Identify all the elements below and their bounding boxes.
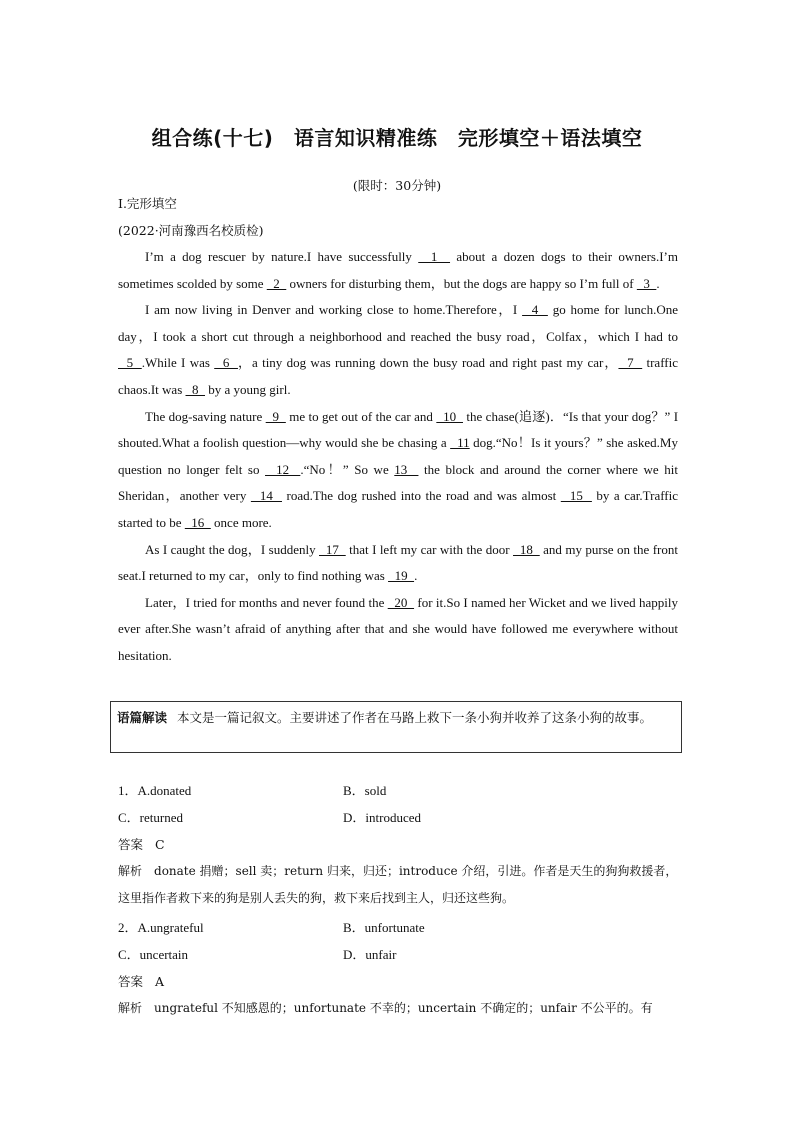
option-b: B．sold <box>343 783 387 798</box>
passage-text: .While I was <box>141 355 215 371</box>
option-c: C．uncertain <box>118 947 189 962</box>
blank-11: 11 <box>450 435 470 451</box>
explanation-label: 解析 <box>118 864 143 878</box>
blank-2: 2 <box>266 275 287 291</box>
blank-12: 12 <box>265 461 301 477</box>
option-d: D．introduced <box>343 810 421 825</box>
blank-6: 6 <box>214 355 238 371</box>
passage-text: road.The dog rushed into the road and was almost <box>281 488 561 504</box>
passage-text: that I left my car with the door <box>345 541 514 557</box>
passage-text: about a dozen dogs to their owners.I’m sometimes scolded by some <box>118 249 678 291</box>
option-a: 2．A.ungrateful <box>118 920 204 935</box>
blank-18: 18 <box>513 541 540 557</box>
passage-text: I am now living in Denver and working close to home.Therefore，I <box>145 302 523 318</box>
passage-text: for it.So I named her Wicket and we lived happily ever after.She wasn’t afraid of anything after that and she would have followed me everywhere without hesitation. <box>118 594 679 663</box>
passage-text: by a young girl. <box>205 381 291 397</box>
cloze-passage <box>118 244 678 670</box>
source-note: (2022·河南豫西名校质检) <box>118 223 264 238</box>
answer-value: A <box>155 974 165 989</box>
passage-text: . <box>414 568 418 584</box>
blank-3: 3 <box>636 275 657 291</box>
passage-paragraph-4 <box>118 537 678 590</box>
passage-text: dog.“No！Is it yours？” she asked.My question no longer felt so <box>118 435 678 477</box>
passage-text: The dog-saving nature <box>145 408 266 424</box>
blank-20: 20 <box>387 594 415 610</box>
answer-value: C <box>155 837 165 852</box>
option-c: C．returned <box>118 810 183 825</box>
option-d: D．unfair <box>343 947 397 962</box>
blank-19: 19 <box>388 568 415 584</box>
passage-text: go home for lunch.One day，I took a short cut through a neighborhood and reached the busy road，Colfax，which I had to <box>118 302 678 344</box>
explanation-text: ungrateful 不知感恩的；unfortunate 不幸的；uncertain 不确定的；unfair 不公平的。有 <box>154 1001 653 1015</box>
blank-8: 8 <box>185 381 206 397</box>
summary-text: 本文是一篇记叙文。主要讲述了作者在马路上救下一条小狗并收养了这条小狗的故事。 <box>177 710 653 725</box>
passage-paragraph-1 <box>118 244 678 297</box>
passage-text: As I caught the dog，I suddenly <box>145 541 319 557</box>
section-heading: Ⅰ.完形填空 <box>118 196 177 211</box>
passage-text: me to get out of the car and <box>285 408 437 424</box>
answer-label: 答案 <box>118 974 144 989</box>
passage-text: the block and around the corner where we hit Sheridan，another very <box>118 461 678 504</box>
page-title: 组合练(十七) 语言知识精准练 完形填空＋语法填空 <box>151 126 643 150</box>
option-b: B．unfortunate <box>343 920 425 935</box>
blank-17: 17 <box>319 541 346 557</box>
question-1 <box>118 777 678 912</box>
passage-text: ，a tiny dog was running down the busy road and right past my car， <box>237 355 619 371</box>
passage-text: owners for disturbing them，but the dogs are happy so I’m full of <box>286 275 637 291</box>
blank-1: 1 <box>418 249 451 264</box>
blank-13: 13 <box>394 461 419 477</box>
passage-paragraph-2 <box>118 297 678 403</box>
blank-10: 10 <box>436 408 463 424</box>
explanation-label: 解析 <box>118 1001 143 1015</box>
summary-box <box>110 701 682 753</box>
blank-7: 7 <box>618 355 643 371</box>
question-2 <box>118 914 678 1022</box>
blank-14: 14 <box>250 488 282 504</box>
blank-5: 5 <box>118 355 142 371</box>
passage-text: once more. <box>210 514 272 530</box>
time-limit: (限时：30分钟) <box>352 178 442 193</box>
blank-15: 15 <box>560 488 592 504</box>
summary-tag: 语篇解读 <box>117 710 168 725</box>
passage-text: traffic chaos.It was <box>118 355 679 397</box>
passage-paragraph-3 <box>118 404 678 537</box>
blank-16: 16 <box>184 514 211 530</box>
answer-label: 答案 <box>118 837 144 852</box>
blank-4: 4 <box>522 302 548 318</box>
passage-text: the chase(追逐)．“Is that your dog？” I shouted.What a foolish question—why would she be chasing a <box>118 408 679 451</box>
passage-text: . <box>656 275 660 291</box>
passage-text: I’m a dog rescuer by nature.I have successfully <box>145 249 419 264</box>
passage-text: .“No！” So we <box>300 461 395 477</box>
passage-text: Later，I tried for months and never found the <box>145 594 388 610</box>
passage-text: and my purse on the front seat.I returned to my car，only to find nothing was <box>118 541 678 584</box>
explanation-text: donate 捐赠；sell 卖；return 归来，归还；introduce 介绍，引进。作者是天生的狗狗救援者，这里指作者救下来的狗是别人丢失的狗，救下来后找到主人，归还这些狗。 <box>118 864 678 905</box>
option-a: 1．A.donated <box>118 783 192 798</box>
blank-9: 9 <box>265 408 286 424</box>
passage-paragraph-5 <box>118 590 678 670</box>
passage-text: by a car.Traffic started to be <box>118 488 679 530</box>
